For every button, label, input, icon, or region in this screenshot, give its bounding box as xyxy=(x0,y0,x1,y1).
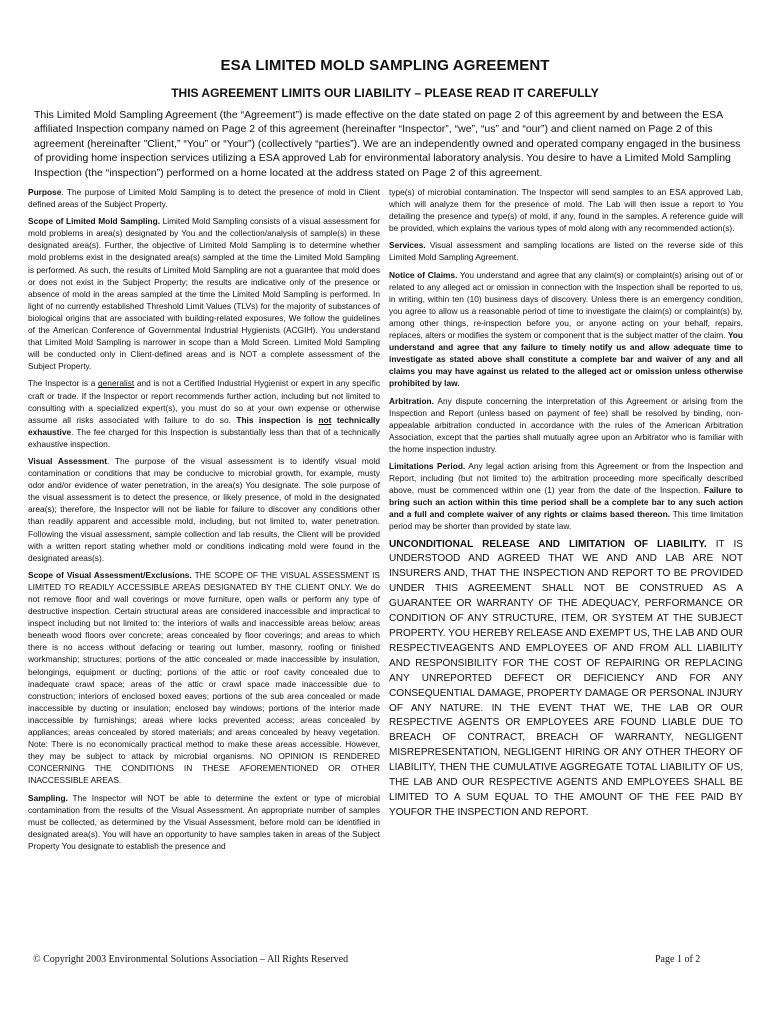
release-text: IT IS UNDERSTOOD AND AGREED THAT WE AND AND LAB ARE NOT INSURERS AND, THAT THE INSPECTION AND REPORT TO BE PROVIDED UNDER THIS AGREEMENT SHALL NOT BE CONSTRUED AS A GUARANTEE OR WARRANTY OF THE ADEQUACY, PERFORMANCE OR CONDITION OF ANY STRUCTURE, ITEM, OR SYSTEM AT THE SUBJECT PROPERTY. YOU HEREBY RELEASE AND EXEMPT US, THE LAB AND OUR RESPECTIVEAGENTS AND EMPLOYEES OF AND FROM ALL LIABILITY AND RESPONSIBILITY FOR THE COST OF REPAIRING OR REPLACING ANY UNREPORTED DEFECT OR DEFICIENCY AND FOR ANY CONSEQUENTIAL DAMAGE, PROPERTY DAMAGE OR PERSONAL INJURY OF ANY NATURE. IN THE EVENT THAT WE, THE LAB OR OUR RESPECTIVE AGENTS OR EMPLOYEES ARE FOUND LIABLE DUE TO BREACH OF CONTRACT, BREACH OF WARRANTY, NEGLIGENT MISREPRESENTATION, NEGLIGENT HIRING OR ANY OTHER THEORY OF LIABILITY, THEN THE CUMULATIVE AGGREGATE TOTAL LIABILITY OF US, THE LAB AND OUR RESPECTIVE AGENTS AND EMPLOYEES SHALL BE LIMITED TO A SUM EQUAL TO THE AMOUNT OF THE FEE PAID BY YOUFOR THE INSPECTION AND REPORT. xyxy=(389,538,743,818)
arbitration-section xyxy=(389,395,743,455)
continued-text: type(s) of microbial contamination. The Inspector will send samples to an ESA approved Lab, which will analyze them for the presence of mold. The Lab will then issue a report to You detailing the presence and type(s) of mold, if any, found in the samples. A reference guide will be provided, which explains the various types of mold along with any recommended action(s). xyxy=(389,187,743,234)
sampling-heading: Sampling. xyxy=(28,792,68,803)
claims-section xyxy=(389,269,743,390)
generalist-text-c: . The fee charged for this Inspection is substantially less than that of a technically exhaustive inspection. xyxy=(28,426,380,449)
release-section xyxy=(389,538,743,821)
right-column xyxy=(389,186,743,826)
release-heading: UNCONDITIONAL RELEASE AND LIMITATION OF LIABILITY. xyxy=(389,538,707,550)
arbitration-text: Any dispute concerning the interpretation of this Agreement or arising from the Inspection and Report (unless based on payment of fee) shall be resolved by binding, non-appealable arbitration conducted in accordance with the rules of the American Arbitration Association, except that the parties shall mutually agree upon an Arbitrator who is familiar with the home inspection industry. xyxy=(389,395,743,454)
sampling-text: The Inspector will NOT be able to determine the extent or type of microbial contamination from the results of the Visual Assessment. An appropriate number of samples must be collected, as determined by the Visual Assessment, before mold can be identified in designated area(s). You will have an opportunity to have samples taken in areas of the Subject Property You designate to establish the presence and xyxy=(28,792,380,851)
scope-section xyxy=(28,215,380,372)
generalist-text-b: and is not a Certified Industrial Hygienist or expert in any specific craft or trade. If the Inspector or report recommends further action, including but not limited to consulting with a specialized expert(s), you must do so at your own expense or otherwise assume all risks associated with failure to do so. xyxy=(28,378,381,425)
scope-visual-text: THE SCOPE OF THE VISUAL ASSESSMENT IS LIMITED TO READILY ACCESSIBLE AREAS DESIGNATED BY THE CLIENT ONLY. We do not remove floor and wall coverings or move furniture, open walls or perform any type of destructive inspection. Certain structural areas are considered inaccessible and impractical to inspect including but not limited to: the interiors of walls and inaccessible areas below; areas beneath wood floors over concrete; areas concealed by floor coverings; and areas to which there is no access without defacing or tearing out lumber, masonry, roofing or finished workmanship; structures; portions of the attic concealed or made inaccessible by insulation, belongings, equipment or ducting; portions of the attic or roof cavity concealed due to inadequate crawl space; areas of the attic or crawl space made inaccessible due to construction; interiors of enclosed boxed eaves; portions of the sub area concealed or made inaccessible by ducting or insulation; enclosed bay windows; portions of the interior made inaccessible by furnishings; areas where locks prevented access; areas concealed by appliances; areas concealed by stored materials; and areas concealed by heavy vegetation. Note: There is no economically practical method to make these areas accessible. However, they may be subject to attack by microbial organisms. NO OPINION IS RENDERED CONCERNING THE CONDITIONS IN THESE AFOREMENTIONED OR OTHER INACCESSIBLE AREAS. xyxy=(28,569,380,786)
scope-heading: Scope of Limited Mold Sampling. xyxy=(28,216,161,227)
copyright-notice: © Copyright 2003 Environmental Solutions Association – All Rights Reserved xyxy=(33,954,349,965)
purpose-text: . The purpose of Limited Mold Sampling is to detect the presence of mold in Client defined areas of the Subject Property. xyxy=(28,187,380,210)
generalist-section xyxy=(28,377,380,450)
generalist-bold-b: technically exhaustive xyxy=(28,414,380,437)
generalist-bold-a: This inspection is xyxy=(236,414,319,425)
purpose-section xyxy=(28,186,380,210)
limitations-heading: Limitations Period. xyxy=(389,460,466,471)
visual-text: . The purpose of the visual assessment is to identify visual mold contamination or conditions that may be conducive to microbial growth, for example, musty odor and/or evidence of water penetration, in the area(s) You designate. The sole purpose of the visual assessment is to detect the presence, or likely presence, of mold in the designated area(s); therefore, the Inspector will not be liable for failure to discover any conditions other than readily apparent and accessible mold, including, but not limited to, water penetration. Following the visual assessment, sample collection and lab results, the Client will be provided with a written report stating whether mold or conditions indicating mold were found in the designated areas(s). xyxy=(28,455,380,563)
visual-section xyxy=(28,455,380,564)
services-section xyxy=(389,239,743,263)
services-heading: Services. xyxy=(389,240,426,251)
document-subtitle: THIS AGREEMENT LIMITS OUR LIABILITY – PLEASE READ IT CAREFULLY xyxy=(171,86,599,100)
scope-visual-heading: Scope of Visual Assessment/Exclusions. xyxy=(28,569,192,580)
claims-bold-text: You understand and agree that any failure to timely notify us and allow adequate time to investigate as stated above shall constitute a complete bar and waiver of any and all claims you may have against us related to the alleged act or omission unless otherwise prohibited by law. xyxy=(389,330,743,389)
arbitration-heading: Arbitration. xyxy=(389,395,434,406)
visual-heading: Visual Assessment xyxy=(28,455,108,466)
generalist-underlined: generalist xyxy=(98,378,135,389)
claims-heading: Notice of Claims. xyxy=(389,269,458,280)
claims-text: You understand and agree that any claim(s) or complaint(s) arising out of or related to any alleged act or omission in connection with the Inspection shall be reported to us, in writing, within ten (10) business days of discovery. Unless there is an emergency condition, you agree to allow us a reasonable period of time to investigate the claim(s) or complaint(s) by, among other things, re-inspection before you, or anyone acting on your behalf, repairs, replaces, alters or modifies the system or component that is the subject matter of the claim. xyxy=(389,269,743,341)
purpose-heading: Purpose xyxy=(28,187,62,197)
limitations-section xyxy=(389,460,743,533)
left-column xyxy=(28,186,380,857)
scope-text: Limited Mold Sampling consists of a visual assessment for mold problems in area(s) designated by You and the collection/analysis of sample(s) in these designated area(s). Further, the objective of Limited Mold Sampling is to determine whether mold problems exist in the designated area(s) sampled at the time the Limited Mold Sampling is performed. As such, the results of Limited Mold Sampling are not a guarantee that mold does or does not exist in the Subject Property; the results are indicative only of the presence or absence of mold in the areas sampled at the time the Limited Mold Sampling is performed. In light of no currently established Threshold Limit Values (TLVs) for the majority of substances of biological origins that are associated with building-related exposures, We follow the guidelines of the American Conference of Governmental Industrial Hygienists (ACGIH). You understand that Limited Mold Sampling is narrower in scope than a Mold Screen. Limited Mold Sampling will be conducted only in Client-defined areas and is NOT a complete assessment of the Subject Property. xyxy=(28,216,380,372)
sampling-section xyxy=(28,792,380,852)
limitations-tail: This time limitation period may be shorter than provided by state law. xyxy=(389,509,743,532)
generalist-text-a: The Inspector is a xyxy=(28,378,99,389)
limitations-bold-text: Failure to bring such an action within this time period shall be a complete bar to any such action and a full and complete waiver of any rights or claims based thereon. xyxy=(389,485,743,520)
intro-paragraph: This Limited Mold Sampling Agreement (the “Agreement”) is made effective on the date stated on page 2 of this agreement by and between the ESA affiliated Inspection company named on Page 2 of this agreement (hereinafter “Inspector”, “we”, “us” and “our”) and client named on Page 2 of this agreement (hereinafter ”Client,” “You” or “Your”) (collectively “parties”). We are an independently owned and operated company engaged in the business of providing home inspection services utilizing a ESA approved Lab for environmental laboratory analysis. You desire to have a Limited Mold Sampling Inspection (the “inspection”) performed on a home located at the address stated on Page 2 of this agreement. xyxy=(34,109,741,179)
limitations-text: Any legal action arising from this Agreement or from the Inspection and Report, including (but not limited to) the arbitration proceeding more specifically described above, must be commenced within one (1) year from the date of the Inspection. xyxy=(389,460,743,496)
continued-section xyxy=(389,186,743,234)
scope-visual-section xyxy=(28,569,380,787)
document-title: ESA LIMITED MOLD SAMPLING AGREEMENT xyxy=(220,57,550,74)
page-number: Page 1 of 2 xyxy=(655,954,701,965)
generalist-bold-underlined: not xyxy=(318,414,332,425)
services-text: Visual assessment and sampling locations are listed on the reverse side of this Limited Mold Sampling Agreement. xyxy=(389,240,743,263)
